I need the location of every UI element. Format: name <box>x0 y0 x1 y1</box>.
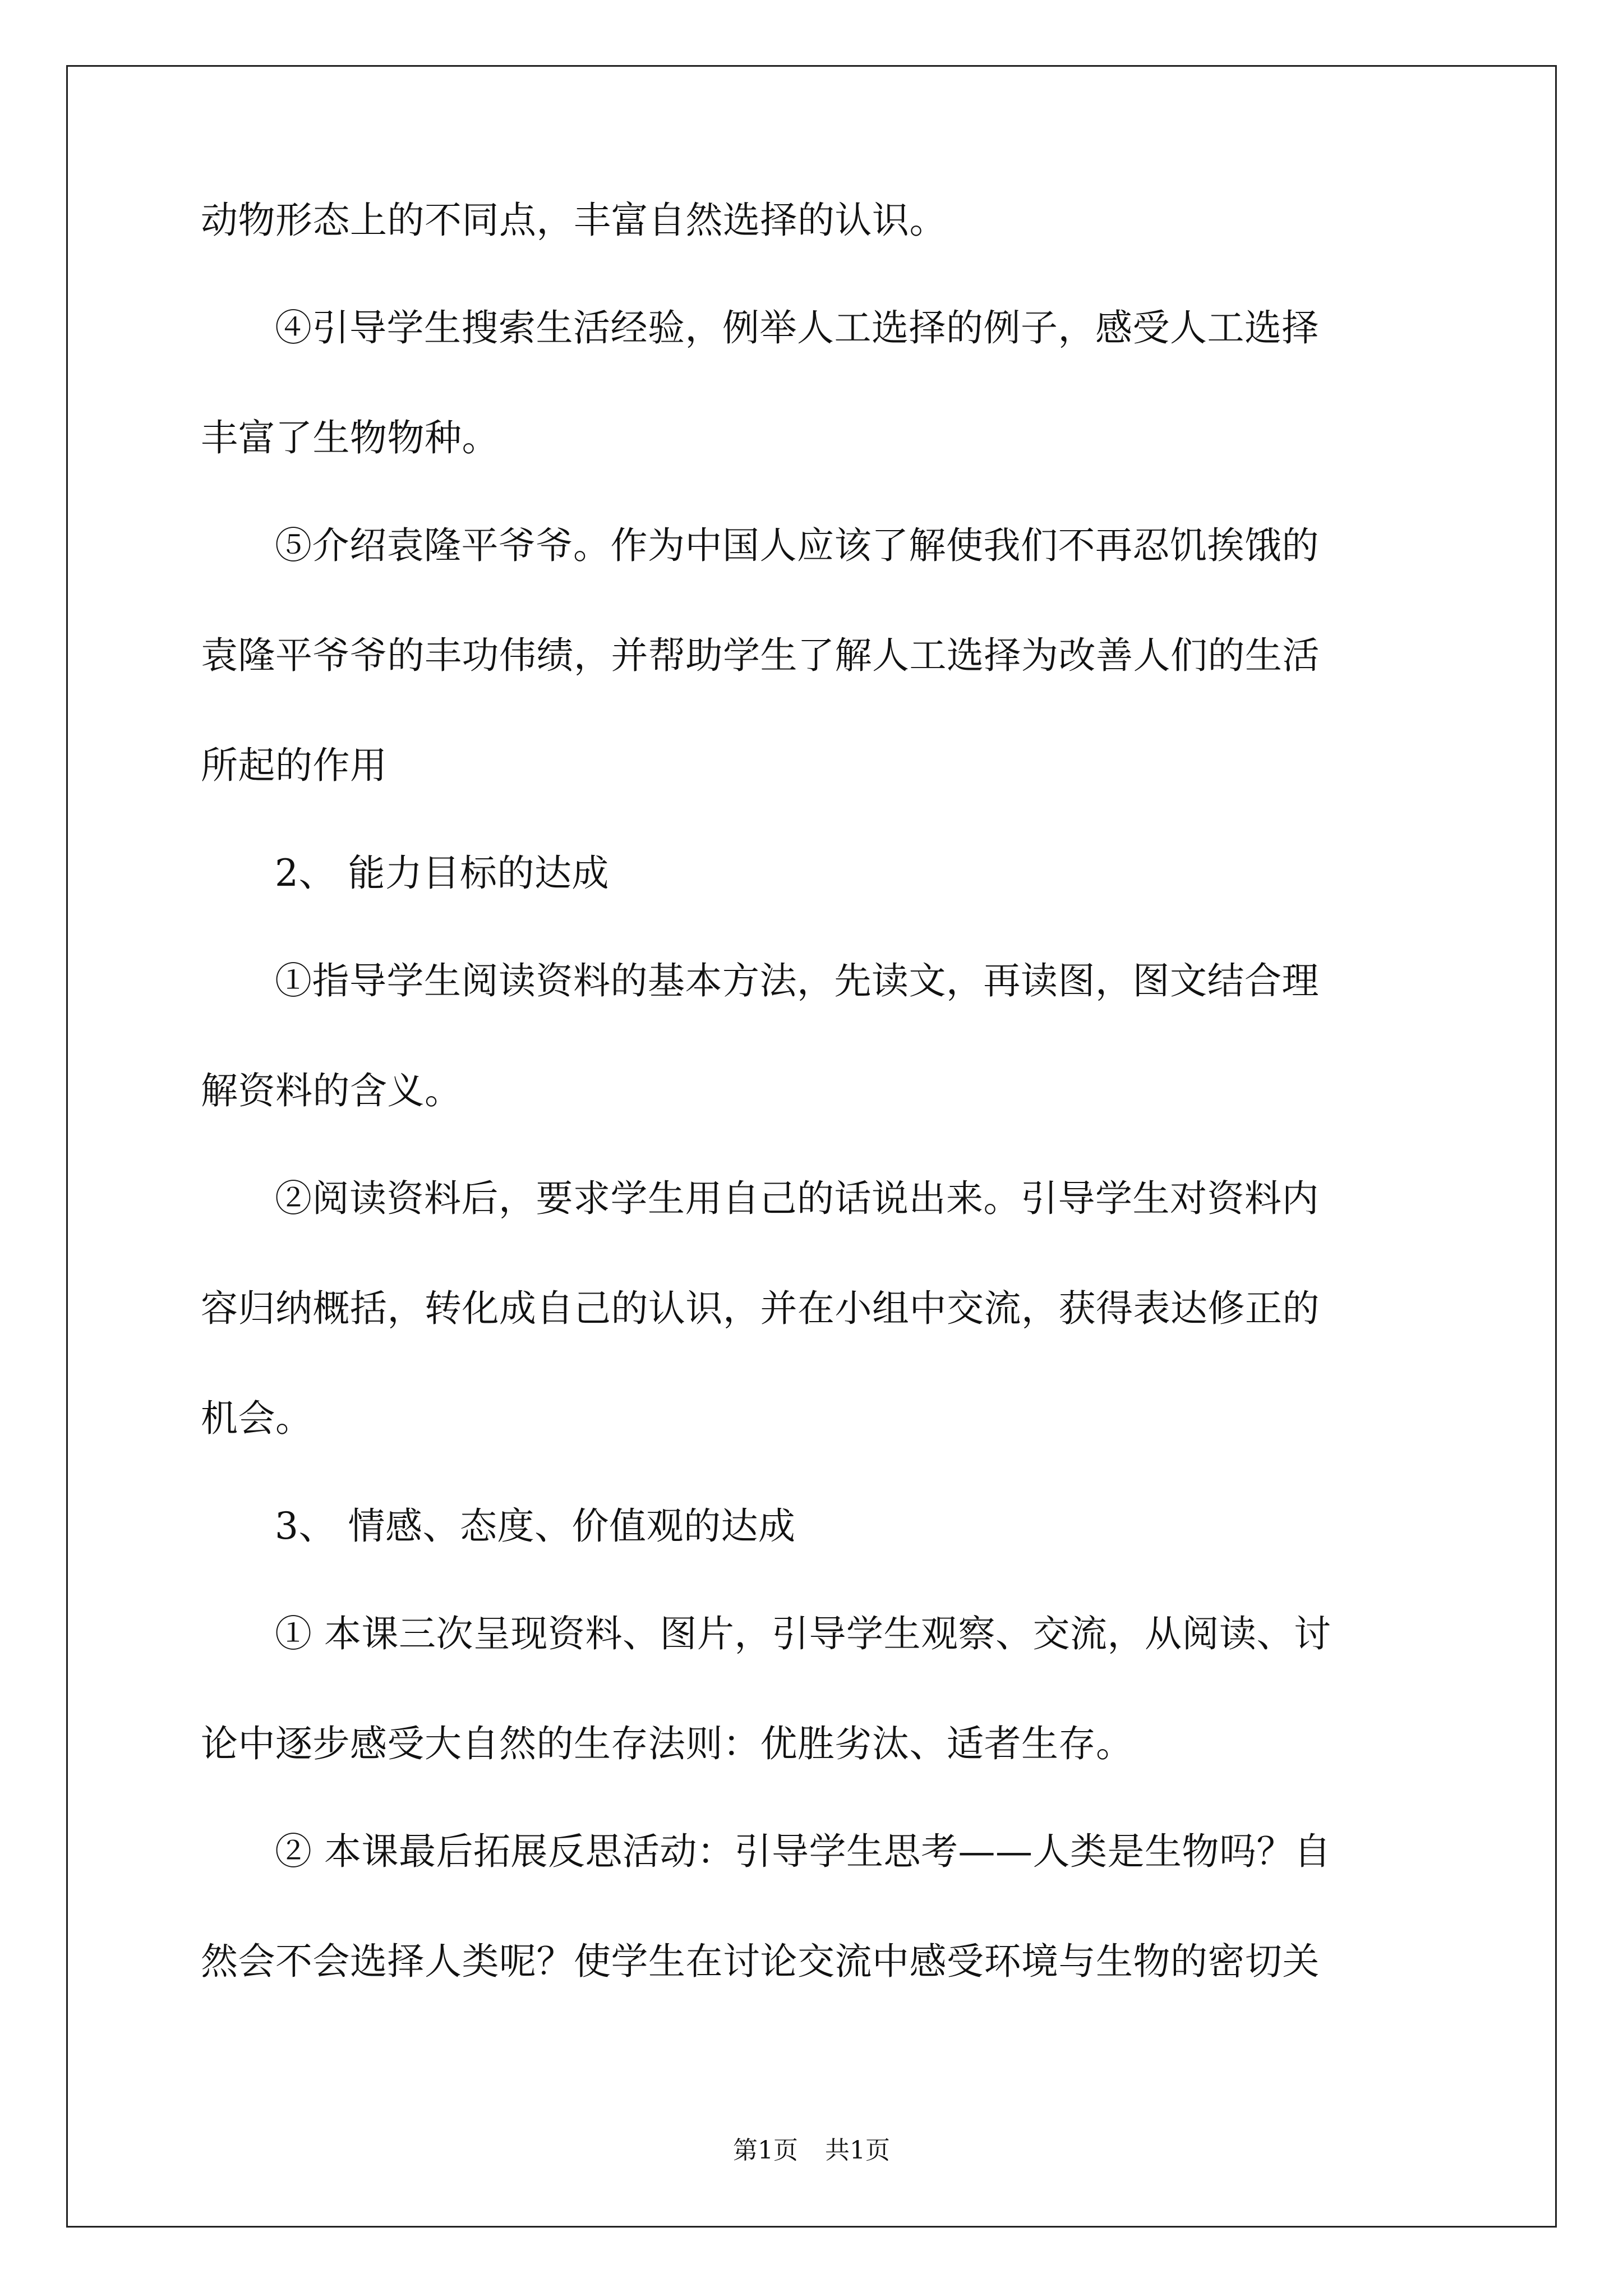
text-line: ① 本课三次呈现资料、图片，引导学生观察、交流，从阅读、讨 <box>275 1612 1331 1655</box>
text-line: 解资料的含义。 <box>201 1069 462 1112</box>
section-heading: 2、 能力目标的达成 <box>275 852 609 895</box>
text-line: 丰富了生物物种。 <box>201 416 499 459</box>
section-heading: 3、 情感、态度、价值观的达成 <box>275 1504 796 1548</box>
page-number-current: 第1页 <box>733 2136 798 2165</box>
text-line: 动物形态上的不同点，丰富自然选择的认识。 <box>201 199 947 242</box>
text-line: ⑤介绍袁隆平爷爷。作为中国人应该了解使我们不再忍饥挨饿的 <box>275 524 1319 567</box>
text-line: 论中逐步感受大自然的生存法则：优胜劣汰、适者生存。 <box>201 1722 1133 1765</box>
text-line: ①指导学生阅读资料的基本方法，先读文，再读图，图文结合理 <box>275 959 1319 1002</box>
page-number-total: 共1页 <box>825 2136 890 2165</box>
text-line: ④引导学生搜索生活经验，例举人工选择的例子，感受人工选择 <box>275 306 1319 349</box>
text-line: 所起的作用 <box>201 744 388 787</box>
page-footer <box>0 2138 1623 2163</box>
document-body <box>201 199 1423 1983</box>
text-line: 然会不会选择人类呢？使学生在讨论交流中感受环境与生物的密切关 <box>201 1940 1320 1983</box>
text-line: ② 本课最后拓展反思活动：引导学生思考——人类是生物吗？自 <box>275 1830 1331 1873</box>
text-line: 袁隆平爷爷的丰功伟绩，并帮助学生了解人工选择为改善人们的生活 <box>201 634 1320 677</box>
text-line: 容归纳概括，转化成自己的认识，并在小组中交流，获得表达修正的 <box>201 1287 1320 1330</box>
text-line: ②阅读资料后，要求学生用自己的话说出来。引导学生对资料内 <box>275 1177 1319 1220</box>
text-line: 机会。 <box>201 1397 313 1440</box>
